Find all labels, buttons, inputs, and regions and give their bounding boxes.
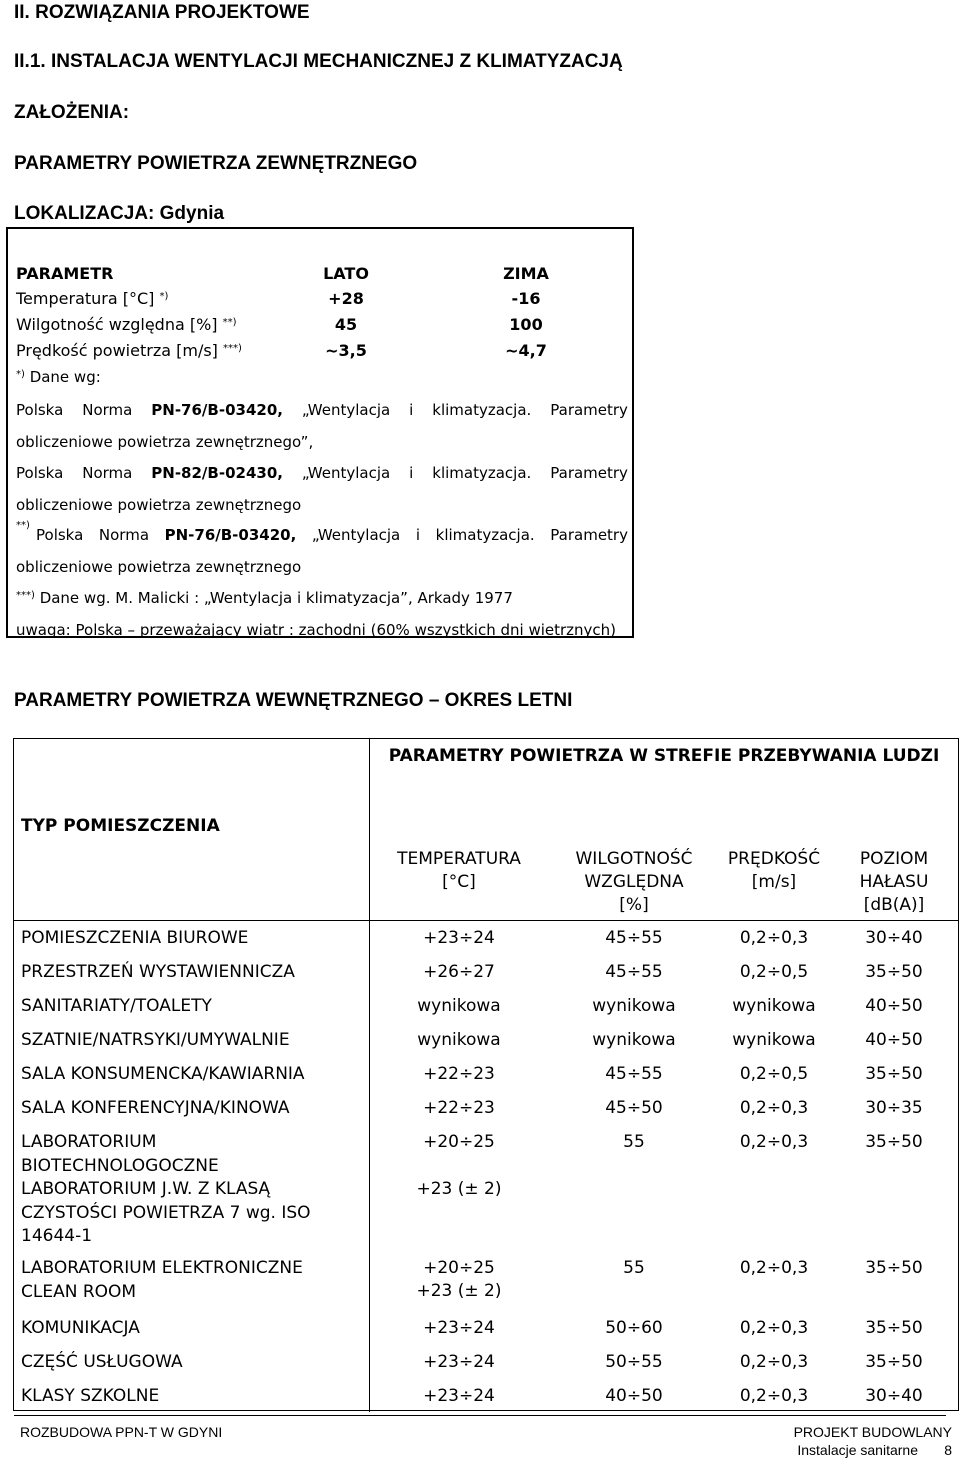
outdoor-winter-value: ~4,7 xyxy=(505,341,547,360)
temperature-header: TEMPERATURA [°C] xyxy=(397,849,521,892)
speed-value: wynikowa xyxy=(732,1030,816,1050)
speed-value: 0,2÷0,3 xyxy=(739,928,809,948)
subsection-heading: II.1. INSTALACJA WENTYLACJI MECHANICZNEJ Z KLIMATYZACJĄ xyxy=(14,51,623,72)
humidity-header: WILGOTNOŚĆ WZGLĘDNA [%] xyxy=(575,849,693,915)
norm2-cont: obliczeniowe powietrza zewnętrznego xyxy=(16,496,302,514)
room-type: KOMUNIKACJA xyxy=(21,1318,140,1338)
humidity-value: wynikowa xyxy=(592,1030,676,1050)
speed-value: 0,2÷0,3 xyxy=(739,1132,809,1152)
table-row xyxy=(14,1317,958,1351)
room-type: LABORATORIUM ELEKTRONICZNE CLEAN ROOM xyxy=(21,1258,303,1302)
room-type: SALA KONSUMENCKA/KAWIARNIA xyxy=(21,1064,305,1084)
room-type: SALA KONFERENCYJNA/KINOWA xyxy=(21,1098,290,1118)
temperature-value: +23÷24 xyxy=(423,1386,495,1406)
temperature-value: +22÷23 xyxy=(423,1064,495,1084)
table-row xyxy=(14,1097,958,1131)
speed-value: 0,2÷0,3 xyxy=(739,1318,809,1338)
temperature-value: +23÷24 xyxy=(423,1318,495,1338)
outdoor-summer-value: 45 xyxy=(334,315,358,334)
norm2-line: Polska Norma PN-82/B-02430, „Wentylacja i klimatyzacja. Parametry xyxy=(16,464,628,482)
speed-value: 0,2÷0,5 xyxy=(739,962,809,982)
page-number: 8 xyxy=(944,1442,952,1458)
noise-value: 35÷50 xyxy=(865,1352,923,1372)
temperature-value: wynikowa xyxy=(417,996,501,1016)
header-divider xyxy=(14,920,958,921)
assumptions-heading: ZAŁOŻENIA: xyxy=(14,102,130,123)
footer-rule xyxy=(14,1415,946,1416)
winter-header: ZIMA xyxy=(503,264,549,283)
noise-value: 35÷50 xyxy=(865,962,923,982)
humidity-value: wynikowa xyxy=(592,996,676,1016)
zone-header: PARAMETRY POWIETRZA W STREFIE PRZEBYWANIA LUDZI xyxy=(388,746,940,766)
norm1-cont: obliczeniowe powietrza zewnętrznego”, xyxy=(16,433,314,451)
param-header: PARAMETR xyxy=(16,264,114,283)
table-row xyxy=(14,1131,958,1257)
speed-value: 0,2÷0,3 xyxy=(739,1258,809,1278)
outdoor-parameters-box xyxy=(6,227,634,638)
temperature-value: +23÷24 xyxy=(423,928,495,948)
norm3-line: Polska Norma PN-76/B-03420, „Wentylacja i klimatyzacja. Parametry xyxy=(36,526,628,544)
table-row xyxy=(14,1029,958,1063)
outdoor-summer-value: +28 xyxy=(328,289,364,308)
footer-section: Instalacje sanitarne xyxy=(797,1442,918,1458)
humidity-value: 50÷55 xyxy=(605,1352,663,1372)
humidity-value: 45÷55 xyxy=(605,962,663,982)
section-heading: II. ROZWIĄZANIA PROJEKTOWE xyxy=(14,2,310,23)
footer-project: ROZBUDOWA PPN-T W GDYNI xyxy=(20,1424,223,1440)
noise-value: 35÷50 xyxy=(865,1064,923,1084)
noise-value: 30÷40 xyxy=(865,928,923,948)
noise-value: 30÷40 xyxy=(865,1386,923,1406)
wind-remark: uwaga: Polska – przeważający wiatr : zachodni (60% wszystkich dni wietrznych) xyxy=(16,621,617,639)
location-heading: LOKALIZACJA: Gdynia xyxy=(14,203,225,224)
noise-value: 35÷50 xyxy=(865,1318,923,1338)
table-row xyxy=(14,1351,958,1385)
noise-value: 35÷50 xyxy=(865,1132,923,1152)
noise-value: 40÷50 xyxy=(865,1030,923,1050)
speed-value: 0,2÷0,3 xyxy=(739,1098,809,1118)
norm1-line: Polska Norma PN-76/B-03420, „Wentylacja i klimatyzacja. Parametry xyxy=(16,401,628,419)
temperature-value: +26÷27 xyxy=(423,962,495,982)
table-row xyxy=(14,1257,958,1317)
humidity-value: 50÷60 xyxy=(605,1318,663,1338)
room-type: CZĘŚĆ USŁUGOWA xyxy=(21,1352,183,1372)
outdoor-params-heading: PARAMETRY POWIETRZA ZEWNĘTRZNEGO xyxy=(14,153,418,174)
table-row xyxy=(14,995,958,1029)
table-row xyxy=(14,1385,958,1411)
temperature-value: +20÷25 +23 (± 2) xyxy=(416,1132,502,1199)
humidity-value: 45÷50 xyxy=(605,1098,663,1118)
outdoor-winter-value: -16 xyxy=(511,289,541,308)
malicki-note: ***) Dane wg. M. Malicki : „Wentylacja i klimatyzacja”, Arkady 1977 xyxy=(16,589,513,607)
temperature-value: +20÷25 +23 (± 2) xyxy=(416,1258,502,1301)
room-type: SANITARIATY/TOALETY xyxy=(21,996,212,1016)
table-row xyxy=(14,927,958,961)
norm3-mark: **) xyxy=(16,520,30,531)
room-type: SZATNIE/NATRSYKI/UMYWALNIE xyxy=(21,1030,290,1050)
speed-value: 0,2÷0,5 xyxy=(739,1064,809,1084)
temperature-value: wynikowa xyxy=(417,1030,501,1050)
room-type: LABORATORIUM BIOTECHNOLOGOCZNE LABORATORIUM J.W. Z KLASĄ CZYSTOŚCI POWIETRZA 7 wg. ISO 14644-1 xyxy=(21,1132,311,1246)
room-type: PRZESTRZEŃ WYSTAWIENNICZA xyxy=(21,962,295,982)
speed-value: 0,2÷0,3 xyxy=(739,1352,809,1372)
temperature-value: +22÷23 xyxy=(423,1098,495,1118)
noise-value: 30÷35 xyxy=(865,1098,923,1118)
speed-value: 0,2÷0,3 xyxy=(739,1386,809,1406)
outdoor-row-name: Temperatura [°C] *) xyxy=(16,289,169,308)
noise-header: POZIOM HAŁASU [dB(A)] xyxy=(859,849,929,915)
humidity-value: 45÷55 xyxy=(605,1064,663,1084)
humidity-value: 40÷50 xyxy=(605,1386,663,1406)
noise-value: 35÷50 xyxy=(865,1258,923,1278)
table-row xyxy=(14,1063,958,1097)
summer-header: LATO xyxy=(323,264,369,283)
outdoor-winter-value: 100 xyxy=(509,315,543,334)
speed-header: PRĘDKOŚĆ [m/s] xyxy=(727,849,821,892)
humidity-value: 55 xyxy=(623,1258,645,1278)
footer-phase: PROJEKT BUDOWLANY xyxy=(793,1424,952,1440)
room-type: KLASY SZKOLNE xyxy=(21,1386,160,1406)
humidity-value: 55 xyxy=(623,1132,645,1152)
noise-value: 40÷50 xyxy=(865,996,923,1016)
outdoor-summer-value: ~3,5 xyxy=(325,341,367,360)
indoor-params-heading: PARAMETRY POWIETRZA WEWNĘTRZNEGO – OKRES LETNI xyxy=(14,690,573,711)
temperature-value: +23÷24 xyxy=(423,1352,495,1372)
table-row xyxy=(14,961,958,995)
room-type: POMIESZCZENIA BIUROWE xyxy=(21,928,249,948)
room-type-header: TYP POMIESZCZENIA xyxy=(21,816,220,836)
norm3-cont: obliczeniowe powietrza zewnętrznego xyxy=(16,558,302,576)
outdoor-row-name: Wilgotność względna [%] **) xyxy=(16,315,237,334)
data-source-label: *) Dane wg: xyxy=(16,368,101,386)
outdoor-row-name: Prędkość powietrza [m/s] ***) xyxy=(16,341,242,360)
humidity-value: 45÷55 xyxy=(605,928,663,948)
indoor-parameters-table xyxy=(13,738,959,1411)
speed-value: wynikowa xyxy=(732,996,816,1016)
